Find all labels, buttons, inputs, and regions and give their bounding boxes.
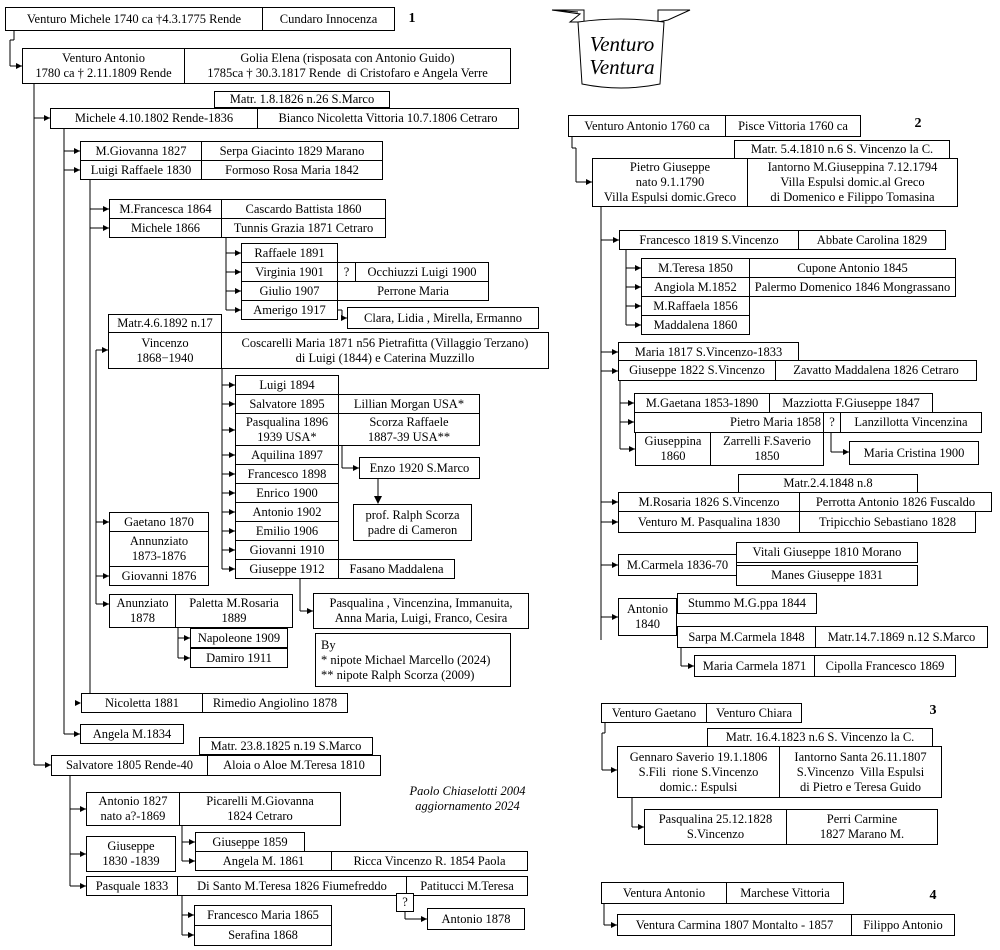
person-box: Vincenzo 1868−1940 xyxy=(108,332,222,369)
children-box: Pasqualina , Vincenzina, Immanuita, Anna Maria, Luigi, Franco, Cesira xyxy=(313,593,529,629)
person-box: Raffaele 1891 xyxy=(241,243,338,263)
spouse-box: Picarelli M.Giovanna 1824 Cetraro xyxy=(179,792,341,826)
spouse-box: Cascardo Battista 1860 xyxy=(221,199,386,219)
person-box: Amerigo 1917 xyxy=(241,300,338,320)
person-box: Salvatore 1895 xyxy=(235,394,339,414)
spouse-box: Formoso Rosa Maria 1842 xyxy=(201,160,383,180)
author-line-1: Paolo Chiaselotti 2004 xyxy=(409,784,526,798)
person-box: Venturo Michele 1740 ca †4.3.1775 Rende xyxy=(5,7,263,31)
spouse-box: Occhiuzzi Luigi 1900 xyxy=(355,262,489,282)
spouse-box: Lillian Morgan USA* xyxy=(338,394,480,414)
person-box: Giulio 1907 xyxy=(241,281,338,301)
person-box: Michele 4.10.1802 Rende-1836 xyxy=(50,108,258,129)
person-box: Pasqualina 25.12.1828 S.Vincenzo xyxy=(644,809,787,845)
person-box: M.Carmela 1836-70 xyxy=(618,554,737,576)
person-box: Gaetano 1870 xyxy=(109,512,209,532)
person-box: Venturo M. Pasqualina 1830 xyxy=(618,511,800,533)
person-box: Salvatore 1805 Rende-40 xyxy=(51,755,208,776)
spouse-box: Coscarelli Maria 1871 n56 Pietrafitta (Villaggio Terzano) di Luigi (1844) e Caterina Muzzillo xyxy=(221,332,549,369)
tree-number-4: 4 xyxy=(929,888,937,903)
person-box: Pasqualina 1896 1939 USA* xyxy=(235,413,339,446)
person-box: Francesco Maria 1865 xyxy=(194,905,332,926)
spouse-box: Perrotta Antonio 1826 Fuscaldo xyxy=(799,492,992,512)
person-box: M.Rosaria 1826 S.Vincenzo xyxy=(618,492,800,512)
person-box: Angela M. 1861 xyxy=(195,851,332,871)
person-box: Aquilina 1897 xyxy=(235,445,339,465)
spouse-box: Iantorno M.Giuseppina 7.12.1794 Villa Espulsi domic.al Greco di Domenico e Filippo Tomasina xyxy=(747,158,958,207)
person-box: Maddalena 1860 xyxy=(641,315,750,335)
spouse-box: Perrone Maria xyxy=(337,281,489,301)
marriage-record: Matr. 5.4.1810 n.6 S. Vincenzo la C. xyxy=(734,140,950,159)
tree-number-1: 1 xyxy=(408,11,416,26)
person-box: Antonio 1878 xyxy=(427,908,525,930)
person-box: Francesco 1898 xyxy=(235,464,339,484)
spouse-box: Fasano Maddalena xyxy=(338,559,455,579)
person-box: Damiro 1911 xyxy=(190,648,288,668)
person-box: prof. Ralph Scorza padre di Cameron xyxy=(353,504,472,541)
spouse-box: Venturo Chiara xyxy=(706,703,802,723)
spouse-box: Sarpa M.Carmela 1848 xyxy=(677,626,816,648)
person-box: Maria Carmela 1871 xyxy=(694,655,815,677)
spouse-box: Tripicchio Sebastiano 1828 xyxy=(799,511,976,533)
person-box: Giuseppe 1822 S.Vincenzo xyxy=(618,360,776,381)
spouse-box: Zarrelli F.Saverio 1850 xyxy=(710,432,824,466)
spouse-box: Manes Giuseppe 1831 xyxy=(736,565,918,586)
marriage-record: Matr. 1.8.1826 n.26 S.Marco xyxy=(214,91,390,108)
spouse-box: Filippo Antonio xyxy=(851,914,955,936)
person-box: Angela M.1834 xyxy=(80,724,184,744)
person-box: Giuseppe 1912 xyxy=(235,559,339,579)
spouse-box: Cipolla Francesco 1869 xyxy=(814,655,956,677)
person-box: Antonio 1902 xyxy=(235,502,339,522)
tree-number-3: 3 xyxy=(929,703,937,718)
spouse-box: Abbate Carolina 1829 xyxy=(798,230,946,250)
spouse-box: Ricca Vincenzo R. 1854 Paola xyxy=(331,851,528,871)
person-box: Maria 1817 S.Vincenzo-1833 xyxy=(618,342,799,362)
marriage-record: Matr.4.6.1892 n.17 xyxy=(108,314,222,333)
person-box: Ventura Carmina 1807 Montalto - 1857 xyxy=(617,914,852,936)
person-box: Venturo Gaetano xyxy=(601,703,707,723)
person-box: M.Francesca 1864 xyxy=(109,199,222,219)
note-box: By * nipote Michael Marcello (2024) ** nipote Ralph Scorza (2009) xyxy=(315,633,511,687)
spouse-box: Cupone Antonio 1845 xyxy=(749,258,956,278)
uncertain-marker: ? xyxy=(337,262,356,282)
spouse-box: Pisce Vittoria 1760 ca xyxy=(725,115,861,137)
person-box: Emilio 1906 xyxy=(235,521,339,541)
spouse-box: Cundaro Innocenza xyxy=(262,7,395,31)
spouse-box: Serpa Giacinto 1829 Marano xyxy=(201,141,383,161)
person-box: Venturo Antonio 1780 ca † 2.11.1809 Rende xyxy=(22,48,185,84)
person-box: Maria Cristina 1900 xyxy=(849,441,979,465)
spouse-box: Mazziotta F.Giuseppe 1847 xyxy=(769,393,933,413)
spouse-box: Iantorno Santa 26.11.1807 S.Vincenzo Villa Espulsi di Pietro e Teresa Guido xyxy=(779,746,942,798)
person-box: M.Giovanna 1827 xyxy=(80,141,202,161)
person-box: Giovanni 1876 xyxy=(109,566,209,586)
person-box: Giuseppina 1860 xyxy=(635,432,711,466)
header-line-2: Ventura xyxy=(589,55,655,79)
spouse-box: Golia Elena (risposata con Antonio Guido) 1785ca † 30.3.1817 Rende di Cristofaro e Angela Verre xyxy=(184,48,511,84)
person-box: Pietro Maria 1858 xyxy=(634,412,824,433)
spouse-box: Paletta M.Rosaria 1889 xyxy=(175,594,293,628)
person-box: Enzo 1920 S.Marco xyxy=(359,457,480,479)
person-box: M.Gaetana 1853-1890 xyxy=(634,393,770,413)
marriage-record: Matr. 23.8.1825 n.19 S.Marco xyxy=(199,737,373,755)
person-box: Antonio 1827 nato a?-1869 xyxy=(86,792,180,826)
marriage-record: Matr.2.4.1848 n.8 xyxy=(738,474,918,493)
person-box: Luigi 1894 xyxy=(235,375,339,395)
person-box: Giuseppe 1859 xyxy=(195,832,305,852)
person-box: Napoleone 1909 xyxy=(190,628,288,648)
person-box: Luigi Raffaele 1830 xyxy=(80,160,202,180)
person-box: Pasquale 1833 xyxy=(86,876,178,896)
person-box: Antonio 1840 xyxy=(618,598,677,636)
spouse-box: Zavatto Maddalena 1826 Cetraro xyxy=(775,360,977,381)
spouse-box: Bianco Nicoletta Vittoria 10.7.1806 Cetraro xyxy=(257,108,519,129)
person-box: Giovanni 1910 xyxy=(235,540,339,560)
tree-number-2: 2 xyxy=(914,116,922,131)
person-box: M.Raffaela 1856 xyxy=(641,296,750,316)
person-box: Serafina 1868 xyxy=(194,925,332,946)
spouse-box: Perri Carmine 1827 Marano M. xyxy=(786,809,938,845)
spouse-box: Rimedio Angiolino 1878 xyxy=(202,693,348,713)
spouse-box: Lanzillotta Vincenzina xyxy=(840,412,982,433)
person-box: Virginia 1901 xyxy=(241,262,338,282)
person-box: Venturo Antonio 1760 ca xyxy=(568,115,726,137)
person-box: Michele 1866 xyxy=(109,218,222,238)
person-box: Francesco 1819 S.Vincenzo xyxy=(619,230,799,250)
marriage-record: Matr.14.7.1869 n.12 S.Marco xyxy=(815,626,988,648)
header-line-1: Venturo xyxy=(589,32,655,56)
arrow-icon xyxy=(374,496,382,504)
author-line-2: aggiornamento 2024 xyxy=(415,799,520,813)
person-box: Annunziato 1873-1876 xyxy=(109,531,209,567)
spouse-box: Di Santo M.Teresa 1826 Fiumefreddo xyxy=(177,876,407,896)
spouse-box: Vitali Giuseppe 1810 Morano xyxy=(736,542,918,563)
spouse-box: Aloia o Aloe M.Teresa 1810 xyxy=(207,755,381,776)
spouse-box: Tunnis Grazia 1871 Cetraro xyxy=(221,218,386,238)
person-box: Anunziato 1878 xyxy=(109,594,176,628)
spouse-box: Patitucci M.Teresa xyxy=(406,876,528,896)
person-box: Pietro Giuseppe nato 9.1.1790 Villa Espulsi domic.Greco xyxy=(592,158,748,207)
person-box: Angiola M.1852 xyxy=(641,277,750,297)
uncertain-marker: ? xyxy=(823,412,841,433)
spouse-box: Stummo M.G.ppa 1844 xyxy=(677,593,817,614)
person-box: Enrico 1900 xyxy=(235,483,339,503)
person-box: M.Teresa 1850 xyxy=(641,258,750,278)
person-box: Ventura Antonio xyxy=(601,882,727,904)
spouse-box: Scorza Raffaele 1887-39 USA** xyxy=(338,413,480,446)
children-box: Clara, Lidia , Mirella, Ermanno xyxy=(347,307,539,329)
marriage-record: Matr. 16.4.1823 n.6 S. Vincenzo la C. xyxy=(707,728,933,747)
spouse-box: Palermo Domenico 1846 Mongrassano xyxy=(749,277,956,297)
spouse-box: Marchese Vittoria xyxy=(726,882,844,904)
person-box: Gennaro Saverio 19.1.1806 S.Fili rione S.Vincenzo domic.: Espulsi xyxy=(617,746,780,798)
uncertain-marker: ? xyxy=(396,893,414,912)
person-box: Giuseppe 1830 -1839 xyxy=(86,836,176,872)
person-box: Nicoletta 1881 xyxy=(81,693,203,713)
